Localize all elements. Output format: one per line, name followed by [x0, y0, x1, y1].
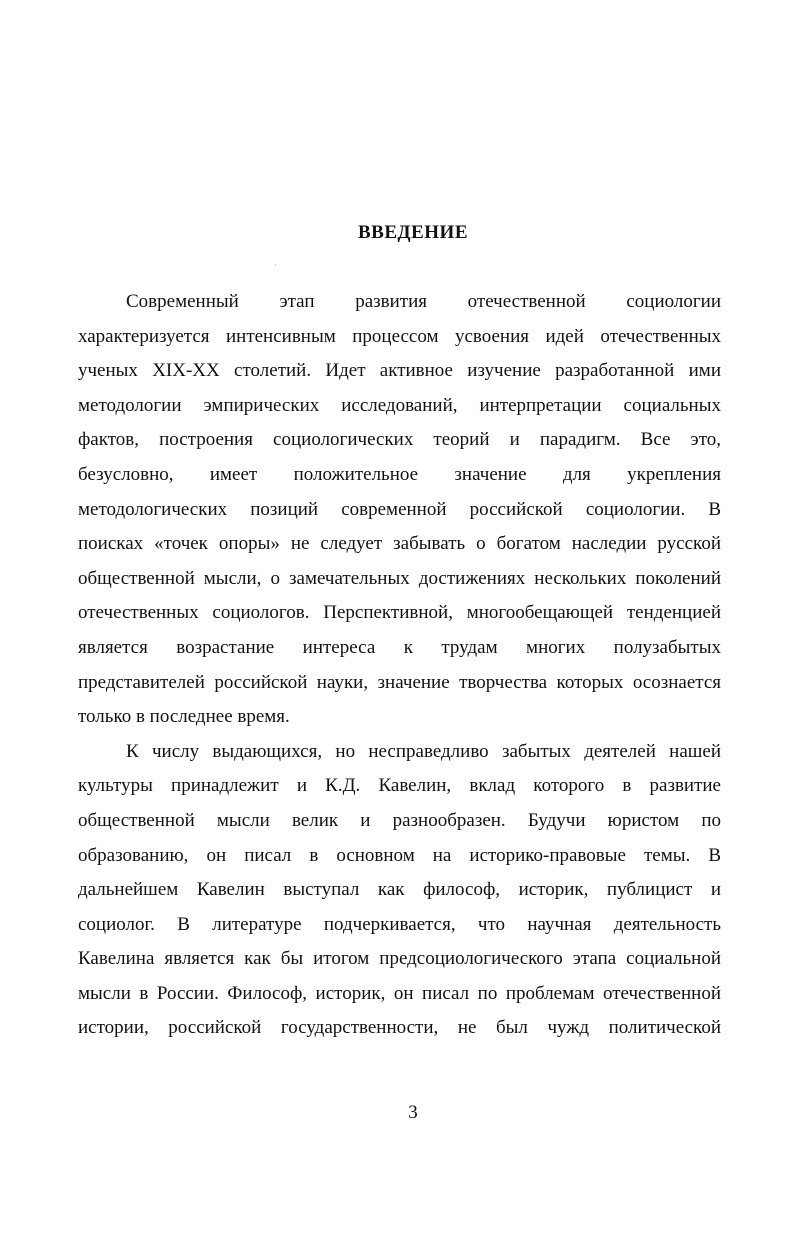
- text-line: Современный этап развития отечественной социологии: [126, 291, 721, 312]
- text-line: является возрастание интереса к трудам многих полузабытых: [78, 636, 721, 658]
- text-line: истории, российской государственности, не был чужд политической: [78, 1017, 721, 1039]
- text-line: методологических позиций современной российской социологии. В: [78, 498, 721, 520]
- page-title: ВВЕДЕНИЕ: [358, 222, 468, 243]
- text-line: ученых XIX-XX столетий. Идет активное изучение разработанной ими: [78, 360, 721, 382]
- text-line: поисках «точек опоры» не следует забывать о богатом наследии русской: [78, 533, 721, 555]
- text-line: безусловно, имеет положительное значение для укрепления: [78, 463, 721, 485]
- paragraph-1: [78, 285, 721, 735]
- text-line: методологии эмпирических исследований, интерпретации социальных: [78, 394, 721, 416]
- text-line: только в последнее время.: [78, 706, 290, 728]
- body-text: [78, 285, 721, 1046]
- text-line: представителей российской науки, значение творчества которых осознается: [78, 671, 721, 693]
- paragraph-2: [78, 735, 721, 1046]
- page-number: 3: [408, 1102, 418, 1123]
- text-line: мысли в России. Философ, историк, он писал по проблемам отечественной: [78, 982, 721, 1004]
- text-line: общественной мысли, о замечательных достижениях нескольких поколений: [78, 567, 721, 589]
- text-line: характеризуется интенсивным процессом усвоения идей отечественных: [78, 325, 721, 347]
- text-line: культуры принадлежит и К.Д. Кавелин, вклад которого в развитие: [78, 775, 721, 797]
- text-line: отечественных социологов. Перспективной, многообещающей тенденцией: [78, 602, 721, 624]
- text-line: К числу выдающихся, но несправедливо забытых деятелей нашей: [126, 740, 721, 762]
- scan-speck: ·: [274, 260, 277, 270]
- text-line: социолог. В литературе подчеркивается, что научная деятельность: [78, 913, 721, 935]
- text-line: фактов, построения социологических теорий и парадигм. Все это,: [78, 429, 721, 451]
- text-line: общественной мысли велик и разнообразен. Будучи юристом по: [78, 809, 721, 831]
- text-line: Кавелина является как бы итогом предсоциологического этапа социальной: [78, 948, 721, 970]
- text-line: образованию, он писал в основном на историко-правовые темы. В: [78, 844, 721, 866]
- text-line: дальнейшем Кавелин выступал как философ, историк, публицист и: [78, 879, 721, 901]
